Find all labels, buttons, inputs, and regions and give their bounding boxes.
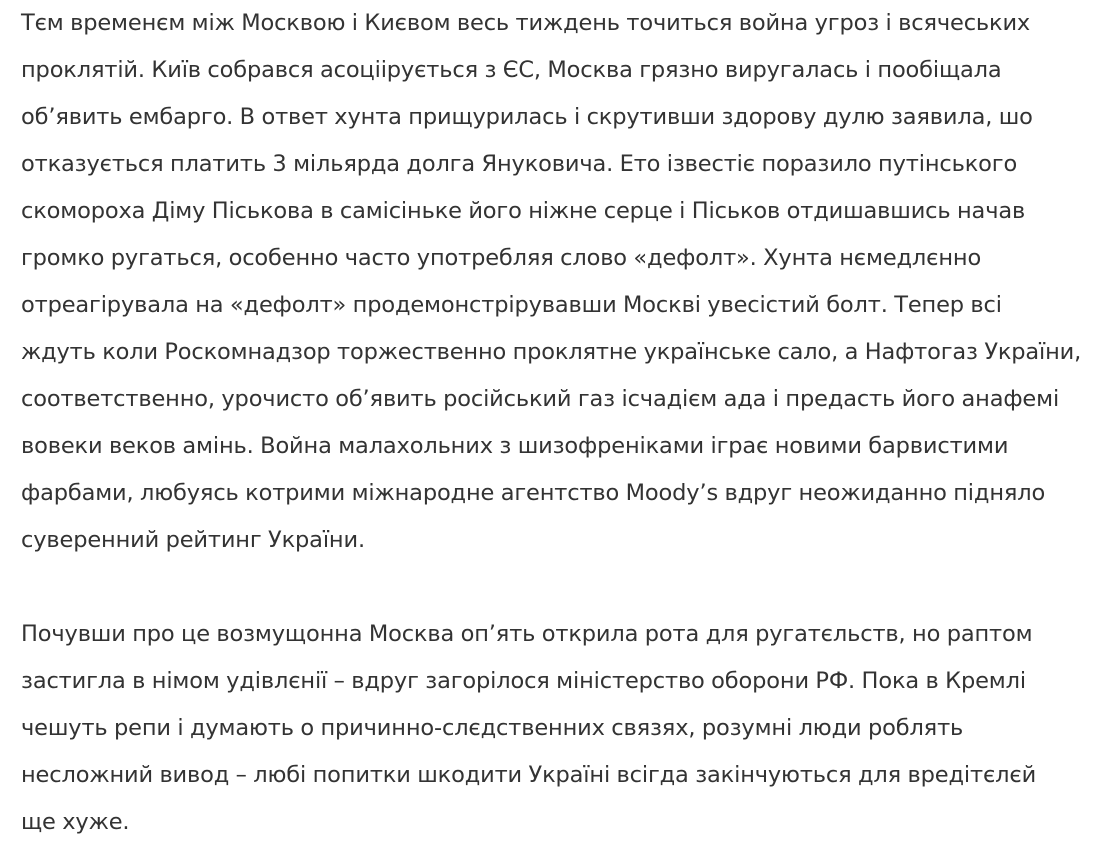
paragraph-line: застигла в німом удівлєнії – вдруг загорілося міністерство оборони РФ. Пока в Кремлі [21, 668, 1026, 694]
paragraph-line: вовеки веков амінь. Война малахольних з шизофреніками іграє новими барвистими [21, 433, 1009, 459]
paragraph-line: громко ругаться, особенно часто употребляя слово «дефолт». Хунта нємедлєнно [21, 245, 982, 271]
paragraph-line: Почувши про це возмущонна Москва оп’ять открила рота для ругатєльств, но раптом [21, 621, 1033, 647]
paragraph-1 [21, 0, 1081, 564]
paragraph-line: несложний вивод – любі попитки шкодити Україні всігда закінчуються для вредітєлєй [21, 762, 1037, 788]
paragraph-line: чешуть репи і думають о причинно-слєдственних связях, розумні люди роблять [21, 715, 964, 741]
paragraph-line: суверенний рейтинг України. [21, 527, 365, 553]
paragraph-line: отреагірувала на «дефолт» продемонстрірувавши Москві увесістий болт. Тепер всі [21, 292, 1002, 318]
paragraph-2 [21, 611, 1081, 846]
paragraph-line: соответственно, урочисто об’явить російський газ ісчадієм ада і предасть його анафемі [21, 386, 1060, 412]
paragraph-line: ще хуже. [21, 809, 130, 835]
paragraph-line: Тєм временєм між Москвою і Києвом весь тиждень точиться война угроз і всячеських [21, 10, 1031, 36]
article-body [21, 0, 1081, 846]
paragraph-line: ждуть коли Роскомнадзор торжественно проклятне українське сало, а Нафтогаз України, [21, 339, 1082, 365]
paragraph-line: скомороха Діму Піськова в самісіньке його ніжне серце і Піськов отдишавшись начав [21, 198, 1026, 224]
paragraph-line: проклятій. Київ собрався асоціірується з ЄС, Москва грязно виругалась і пообіщала [21, 57, 1002, 83]
paragraph-line: отказується платить 3 мільярда долга Януковича. Ето ізвестіє поразило путінського [21, 151, 1018, 177]
paragraph-line: об’явить ембарго. В ответ хунта прищурилась і скрутивши здорову дулю заявила, шо [21, 104, 1033, 130]
paragraph-line: фарбами, любуясь котрими міжнародне агентство Moody’s вдруг неожиданно підняло [21, 480, 1046, 506]
